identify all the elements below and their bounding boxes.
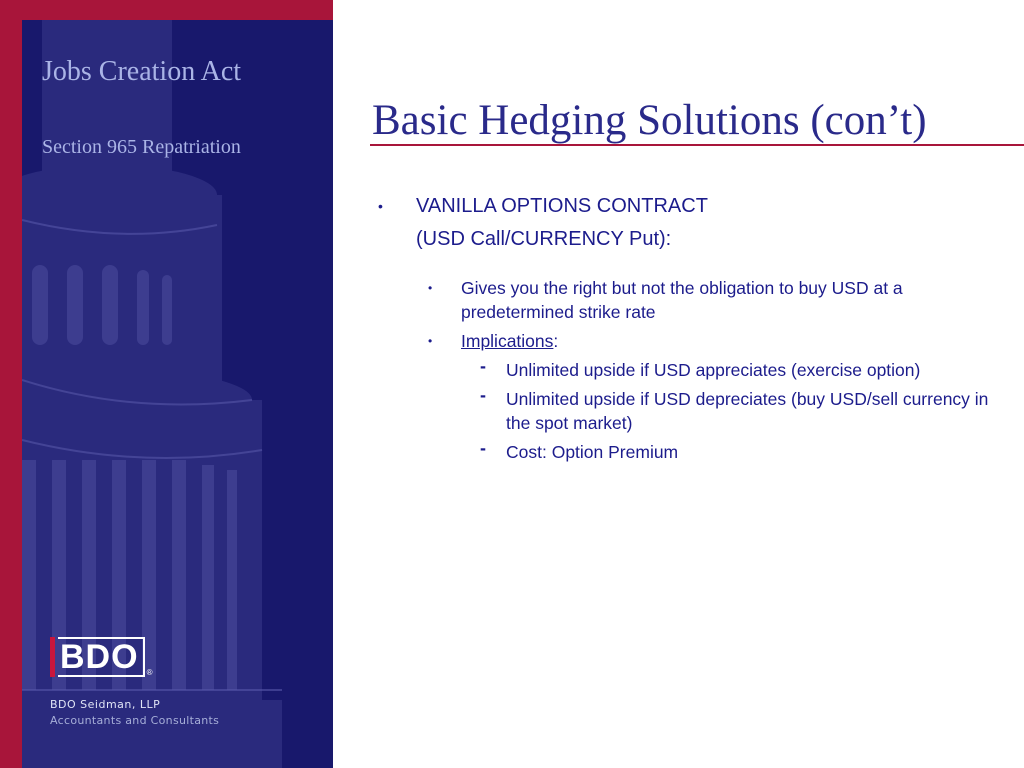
- bullet-icon: •: [428, 281, 433, 295]
- sub-bullet-item: [378, 329, 1008, 353]
- company-name: BDO Seidman, LLP: [50, 698, 161, 711]
- implication-text: Cost: Option Premium: [506, 442, 679, 462]
- left-red-bar: [0, 0, 22, 768]
- implications-colon: :: [553, 331, 559, 351]
- logo-red-bar: [50, 637, 55, 677]
- sidebar-panel: [22, 20, 333, 768]
- implication-item: [378, 358, 1008, 382]
- sidebar-subtitle: Section 965 Repatriation: [42, 136, 241, 158]
- title-underline-rule: [370, 144, 1024, 146]
- sidebar-title: Jobs Creation Act: [42, 56, 242, 87]
- sub-bullet-list: [378, 276, 1008, 464]
- implication-text: Unlimited upside if USD depreciates (buy USD/sell currency in the spot market): [506, 389, 989, 433]
- dash-icon: -: [480, 438, 486, 458]
- company-tagline: Accountants and Consultants: [50, 714, 220, 727]
- slide-content: [378, 190, 1008, 469]
- logo-registered-mark: ®: [146, 668, 153, 677]
- top-red-strip: [22, 0, 333, 20]
- main-bullet-line2: (USD Call/CURRENCY Put):: [416, 228, 672, 250]
- bullet-icon: •: [378, 198, 383, 214]
- sub-bullet-text: Gives you the right but not the obligation to buy USD at a predetermined strike rate: [461, 278, 903, 322]
- slide-title: Basic Hedging Solutions (con’t): [372, 97, 927, 144]
- bdo-logo: [50, 637, 152, 677]
- dash-icon: -: [480, 385, 486, 405]
- logo-text: BDO: [58, 637, 145, 677]
- implication-text: Unlimited upside if USD appreciates (exercise option): [506, 360, 921, 380]
- implications-label: Implications: [461, 331, 554, 351]
- implication-item: [378, 440, 1008, 464]
- implication-item: [378, 387, 1008, 435]
- dash-icon: -: [480, 356, 486, 376]
- main-bullet-line1: VANILLA OPTIONS CONTRACT: [416, 195, 708, 217]
- sub-bullet-item: [378, 276, 1008, 324]
- bullet-icon: •: [428, 334, 433, 348]
- main-bullet: [378, 190, 1008, 256]
